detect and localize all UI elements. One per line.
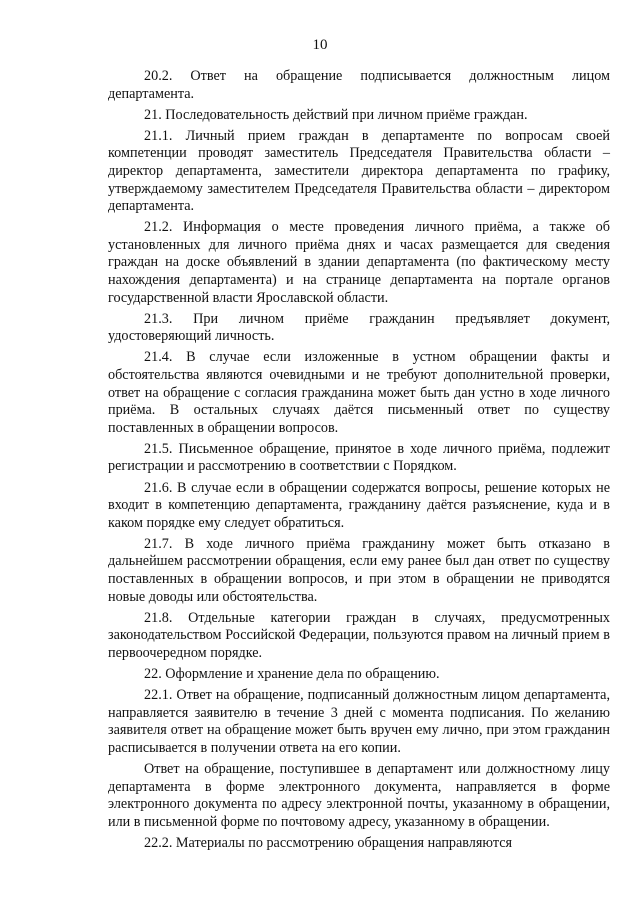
paragraph-text: Последовательность действий при личном приёме граждан. [165, 106, 528, 123]
paragraph-text: В случае если изложенные в устном обращении факты и обстоятельства являются очевидными и не требуют дополнительной проверки, ответ на обращение с согласия гражданина может быть дан устно в ходе личного приёма. В остальных случаях даётся письменный ответ по существу поставленных в обращении вопросов. [108, 349, 611, 436]
paragraph-21-3 [108, 311, 610, 346]
paragraph-number: 22. [144, 666, 162, 682]
paragraph-number: 20.2. [144, 68, 173, 84]
paragraph-number: 22.1. [144, 687, 173, 704]
paragraph-number: 21.8. [144, 609, 173, 626]
paragraph-21-6 [108, 480, 610, 533]
paragraph-number: 21.3. [144, 310, 173, 327]
paragraph-22 [108, 666, 610, 684]
paragraph-number: 21.1. [144, 127, 173, 144]
paragraph-number: 21.5. [144, 440, 173, 457]
paragraph-22-1 [108, 687, 610, 757]
paragraph-text: В ходе личного приёма гражданину может быть отказано в дальнейшем рассмотрении обращения, если ему ранее был дан ответ по существу поставленных в обращении вопросов, и при этом в обращении не приводятся новые доводы или обстоятельства. [108, 535, 611, 605]
paragraph-text: Ответ на обращение, подписанный должностным лицом департамента, направляется заявителю в течение 3 дней с момента подписания. По желанию заявителя ответ на обращение может быть вручен ему лично, при этом гражданин расписывается в получении ответа на его копии. [108, 687, 610, 756]
document-body [108, 68, 610, 856]
paragraph-20-2 [108, 68, 610, 103]
paragraph-text: Ответ на обращение подписывается должностным лицом департамента. [108, 68, 610, 102]
paragraph-text: Отдельные категории граждан в случаях, предусмотренных законодательством Российской Федерации, пользуются правом на личный прием в первоочередном порядке. [108, 609, 610, 661]
paragraph-number: 21.2. [144, 219, 173, 236]
paragraph-21-5 [108, 441, 610, 476]
page-number: 10 [312, 37, 328, 53]
paragraph-text: Письменное обращение, принятое в ходе личного приёма, подлежит регистрации и рассмотрению в соответствии с Порядком. [108, 440, 610, 475]
paragraph-number: 21.7. [144, 535, 173, 552]
paragraph-number: 21.6. [144, 479, 173, 496]
paragraph-number: 21.4. [144, 349, 173, 366]
paragraph-text: Оформление и хранение дела по обращению. [165, 666, 440, 682]
paragraph-text: В случае если в обращении содержатся вопросы, решение которых не входит в компетенцию департамента, гражданину даётся разъяснение, куда и в каком порядке ему следует обратиться. [108, 479, 610, 531]
paragraph-text: Личный прием граждан в департаменте по вопросам своей компетенции проводят заместитель Председателя Правительства области – директор департамента, заместители директора департамента по графику, утверждаемому заместителем Председателя Правительства области – директором департамента. [108, 127, 611, 215]
paragraph-number: 21. [144, 106, 162, 123]
paragraph-text: При личном приёме гражданин предъявляет документ, удостоверяющий личность. [108, 310, 610, 345]
paragraph-21-4 [108, 349, 610, 437]
paragraph-21 [108, 107, 610, 125]
paragraph-text: Информация о месте проведения личного приёма, а также об установленных для личного приёма днях и часах размещается для сведения граждан на доске объявлений в здании департамента (по фактическому месту нахождения департамента) и на странице департамента на портале органов государственной власти Ярославской области. [108, 219, 610, 306]
paragraph-number: 22.2. [144, 834, 173, 851]
paragraph-21-2 [108, 219, 610, 307]
paragraph-22-2 [108, 835, 610, 853]
paragraph-text: Ответ на обращение, поступившее в департамент или должностному лицу департамента в форме электронного документа, направляется в форме электронного документа по адресу электронной почты, указанному в обращении, или в письменной форме по почтовому адресу, указанному в обращении. [108, 760, 610, 830]
paragraph-text: Материалы по рассмотрению обращения направляются [175, 834, 513, 851]
paragraph-22-1-electronic [108, 761, 610, 831]
paragraph-21-7 [108, 536, 610, 606]
paragraph-21-8 [108, 610, 610, 663]
paragraph-21-1 [108, 128, 610, 216]
